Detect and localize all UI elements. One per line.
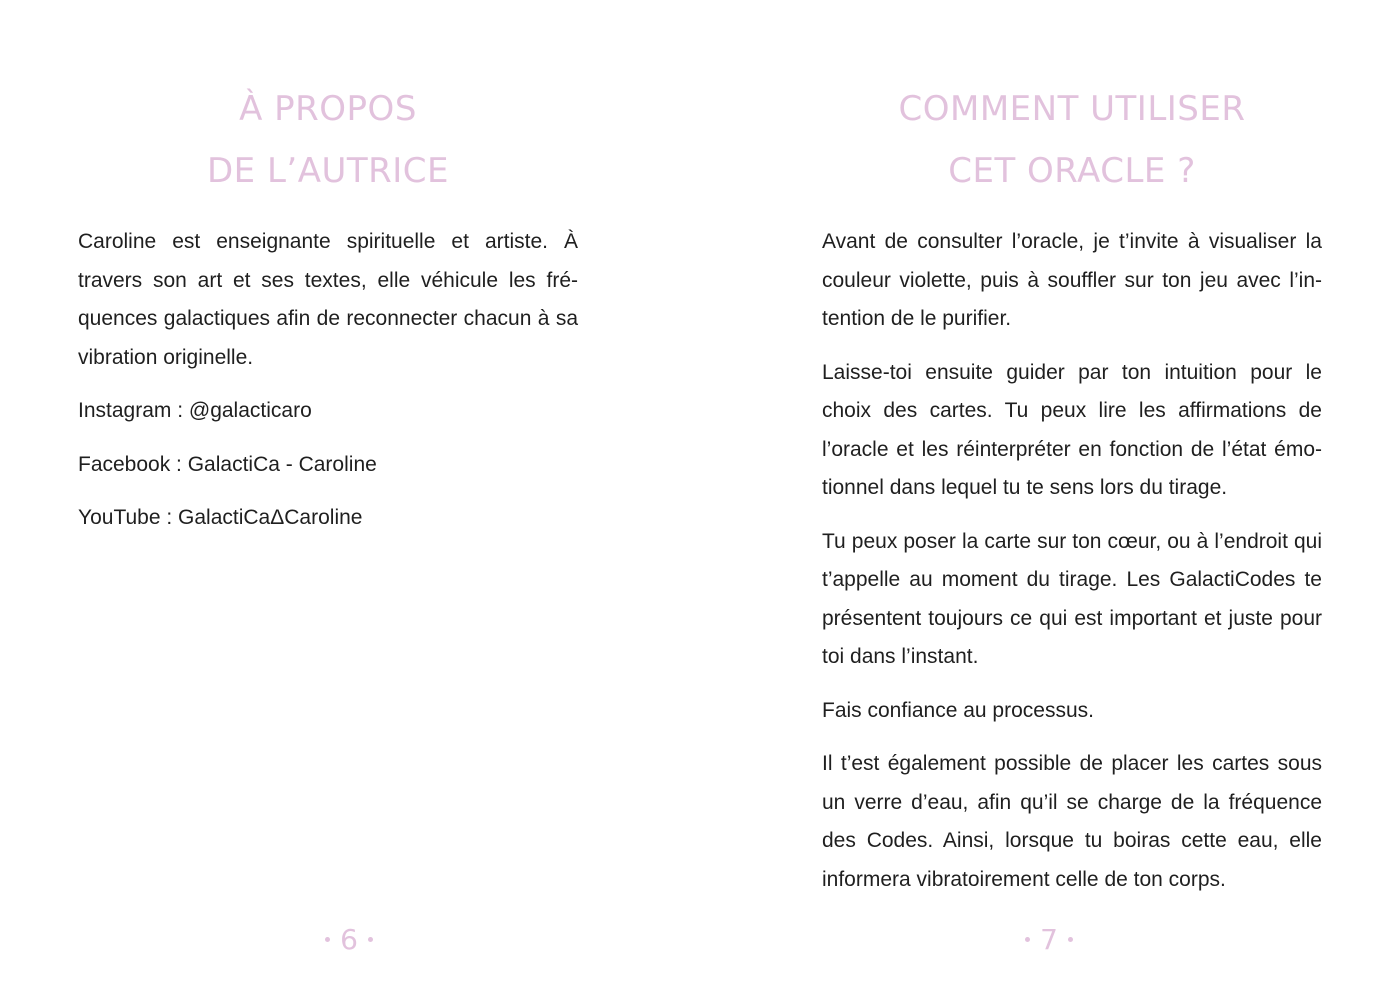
page-number-left-value: 6 [340,923,358,956]
about-author-heading-line2: DE L’AUTRICE [206,151,449,191]
page-number-left [289,920,409,960]
folio-dot-icon [368,937,373,942]
how-to-use-heading-line2: CET ORACLE ? [948,151,1196,191]
about-author-heading-line1: À PROPOS [239,89,417,129]
paragraph: Avant de consulter l’oracle, je t’invite à visualiser la couleur violette, puis à souffler sur ton jeu avec l’intention de le purifier. [822,230,1322,330]
facebook-handle: Facebook : GalactiCa - Caroline [78,452,377,476]
folio-dot-icon [1025,937,1030,942]
instagram-handle: Instagram : @galacticaro [78,399,312,422]
how-to-use-heading [822,78,1322,202]
paragraph: Laisse-toi ensuite guider par ton intuition pour le choix des cartes. Tu peux lire les affirmations de l’oracle et les réinterpréter en fonction de l’état émotionnel dans lequel tu te sens lors du tirage. [822,360,1322,499]
about-author-body [78,223,578,553]
paragraph: Fais confiance au processus. [822,698,1094,722]
page-number-right-value: 7 [1040,923,1058,956]
folio-dot-icon [325,937,330,942]
page-number-right [989,920,1109,960]
how-to-use-heading-line1: COMMENT UTILISER [898,89,1246,129]
youtube-handle: YouTube : GalactiCaΔCaroline [78,506,363,529]
about-author-heading [78,78,578,202]
author-bio: Caroline est enseignante spirituelle et artiste. À travers son art et ses textes, elle véhicule les fréquences galactiques afin de reconnecter chacun à sa vibration originelle. [78,230,578,369]
right-page [700,0,1400,988]
how-to-use-body [822,223,1322,914]
paragraph: Il t’est également possible de placer les cartes sous un verre d’eau, afin qu’il se charge de la fréquence des Codes. Ainsi, lorsque tu boiras cette eau, elle informera vibratoirement celle de ton corps. [822,752,1322,891]
paragraph: Tu peux poser la carte sur ton cœur, ou à l’endroit qui t’appelle au moment du tirage. Les GalactiCodes te présentent toujours ce qui est important et juste pour toi dans l’instant. [822,529,1322,668]
folio-dot-icon [1068,937,1073,942]
